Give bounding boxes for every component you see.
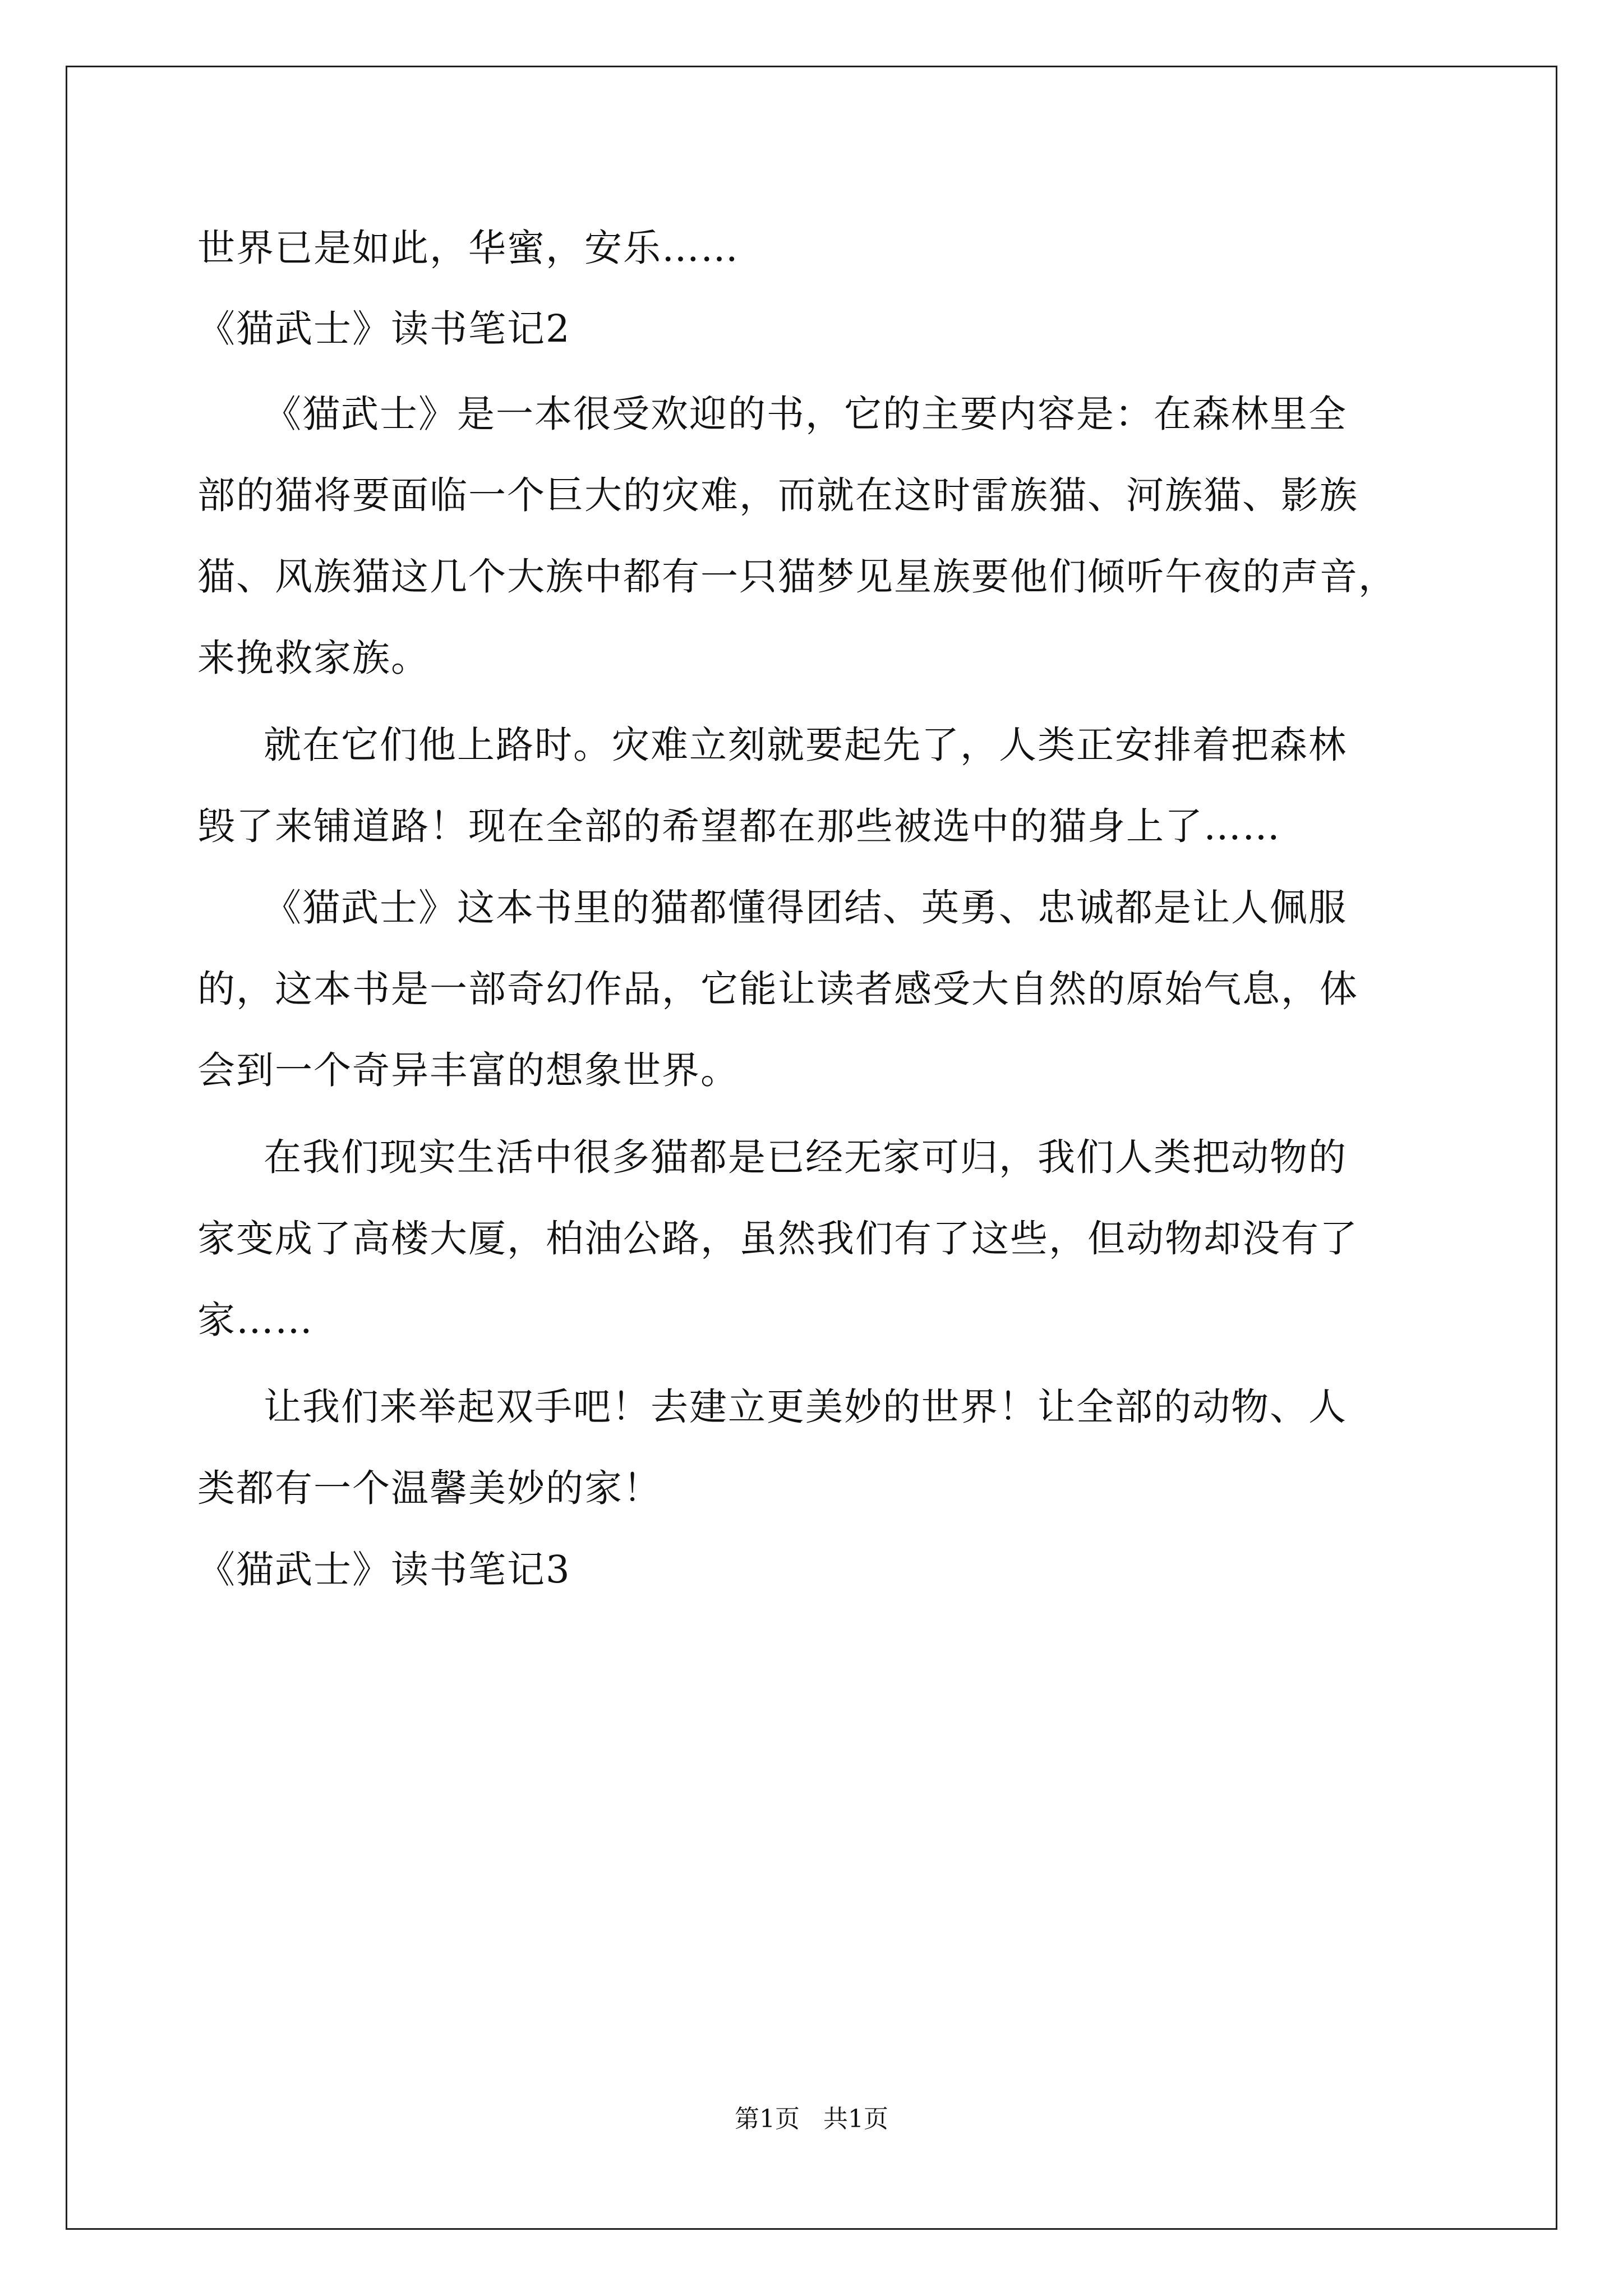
- section-heading: 《猫武士》读书笔记3: [197, 1548, 571, 1591]
- text-line: 类都有一个温馨美妙的家！: [197, 1466, 662, 1510]
- text-line: 毁了来铺道路！现在全部的希望都在那些被选中的猫身上了……: [197, 804, 1281, 848]
- text-line: 《猫武士》是一本很受欢迎的书，它的主要内容是：在森林里全: [264, 392, 1347, 436]
- text-line: 会到一个奇异丰富的想象世界。: [197, 1048, 739, 1092]
- text-line: 猫、风族猫这几个大族中都有一只猫梦见星族要他们倾听午夜的声音，: [197, 555, 1397, 599]
- text-line: 《猫武士》这本书里的猫都懂得团结、英勇、忠诚都是让人佩服: [264, 886, 1347, 930]
- text-line: 部的猫将要面临一个巨大的灾难，而就在这时雷族猫、河族猫、影族: [197, 473, 1358, 517]
- page-footer: 第1页 共1页: [735, 2105, 888, 2133]
- text-line: 家变成了高楼大厦，柏油公路，虽然我们有了这些，但动物却没有了: [197, 1217, 1358, 1260]
- text-line: 在我们现实生活中很多猫都是已经无家可归，我们人类把动物的: [264, 1135, 1347, 1179]
- text-line: 的，这本书是一部奇幻作品，它能让读者感受大自然的原始气息，体: [197, 967, 1358, 1011]
- text-line: 就在它们他上路时。灾难立刻就要起先了，人类正安排着把森林: [264, 723, 1347, 767]
- text-line: 让我们来举起双手吧！去建立更美妙的世界！让全部的动物、人: [264, 1385, 1347, 1429]
- text-line: 世界已是如此，华蜜，安乐……: [197, 226, 739, 270]
- text-line: 来挽救家族。: [197, 636, 430, 680]
- section-heading: 《猫武士》读书笔记2: [197, 307, 571, 351]
- text-line: 家……: [197, 1298, 313, 1342]
